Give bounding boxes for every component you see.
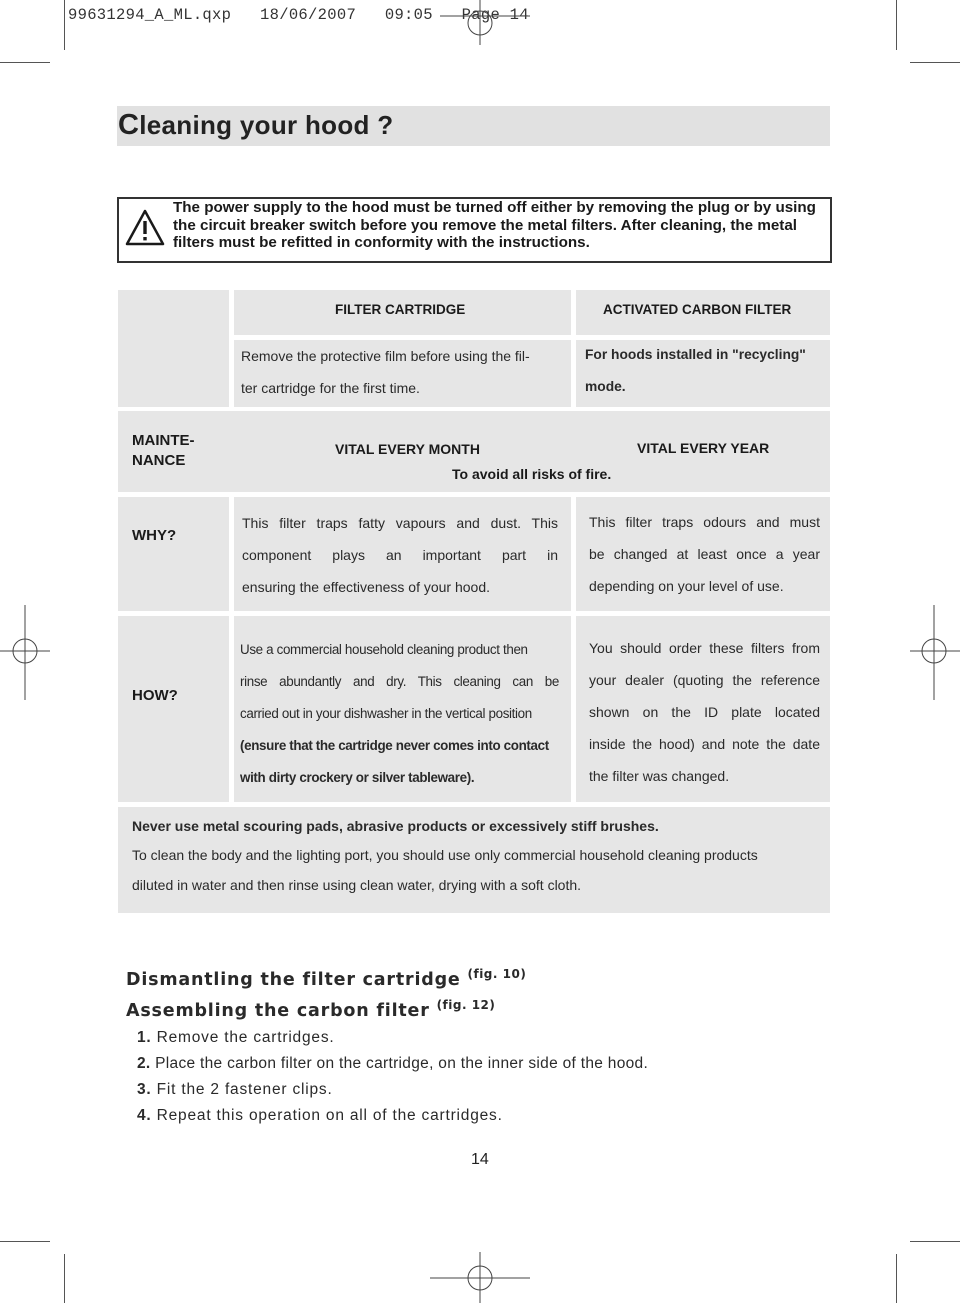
page-number: 14 <box>471 1151 489 1168</box>
filter-cartridge-why: This filter traps fatty vapours and dust. This component plays an important part in ensuring the effectiveness of your hood. <box>242 515 558 595</box>
step-2: 2. Place the carbon filter on the cartridge, on the inner side of the hood. <box>137 1055 649 1072</box>
why-label: WHY? <box>132 527 177 544</box>
filter-cartridge-how: Use a commercial household cleaning product then rinse abundantly and dry. This cleaning can be carried out in your dishwasher in the vertical position (ensure that the cartridge never comes into contact with dirty crockery or silver tableware). <box>240 642 559 785</box>
filter-cartridge-header: FILTER CARTRIDGE <box>335 302 466 317</box>
maintenance-label: MAINTE- NANCE <box>132 432 195 469</box>
scouring-warning: Never use metal scouring pads, abrasive products or excessively stiff brushes. <box>132 818 659 834</box>
yearly-maintenance: VITAL EVERY YEAR <box>637 440 770 456</box>
carbon-filter-why: This filter traps odours and must be changed at least once a year depending on your level of use. <box>589 514 820 594</box>
carbon-filter-intro: For hoods installed in "recycling" mode. <box>585 347 806 394</box>
registration-mark-left-icon <box>0 605 50 700</box>
assembling-heading: Assembling the carbon filter $^{(fig. 12)}$ <box>126 998 496 1021</box>
how-label: HOW? <box>132 687 178 704</box>
step-1: 1. Remove the cartridges. <box>137 1029 335 1046</box>
carbon-filter-how: You should order these filters from your dealer (quoting the reference shown on the ID plate located inside the hood) and note the date the filter was changed. <box>589 640 820 784</box>
filter-cartridge-intro: Remove the protective film before using the fil- ter cartridge for the first time. <box>241 348 530 396</box>
warning-triangle-icon <box>125 208 165 248</box>
step-3: 3. Fit the 2 fastener clips. <box>137 1081 333 1098</box>
dismantling-heading: Dismantling the filter cartridge $^{(fig. 10)}$ <box>126 967 527 990</box>
fire-risk-note: To avoid all risks of fire. <box>452 466 612 482</box>
warning-text: The power supply to the hood must be turned off either by removing the plug or by using the circuit breaker switch before you remove the metal filters. After cleaning, the metal filters must be refitted in conformity with the instructions. <box>173 199 816 251</box>
page-title: Cleaning your hood ? <box>118 109 394 141</box>
registration-mark-top-icon <box>440 0 530 45</box>
body-cleaning-note-line1: To clean the body and the lighting port, you should use only commercial household cleaning products <box>132 847 758 863</box>
registration-mark-bottom-icon <box>430 1252 530 1303</box>
monthly-maintenance: VITAL EVERY MONTH <box>335 441 480 457</box>
registration-mark-right-icon <box>910 605 960 700</box>
body-cleaning-note-line2: diluted in water and then rinse using clean water, drying with a soft cloth. <box>132 877 582 893</box>
carbon-filter-header: ACTIVATED CARBON FILTER <box>603 302 792 317</box>
print-slug: 99631294_A_ML.qxp 18/06/2007 09:05 Page 14 <box>68 6 529 24</box>
step-4: 4. Repeat this operation on all of the cartridges. <box>137 1107 503 1124</box>
